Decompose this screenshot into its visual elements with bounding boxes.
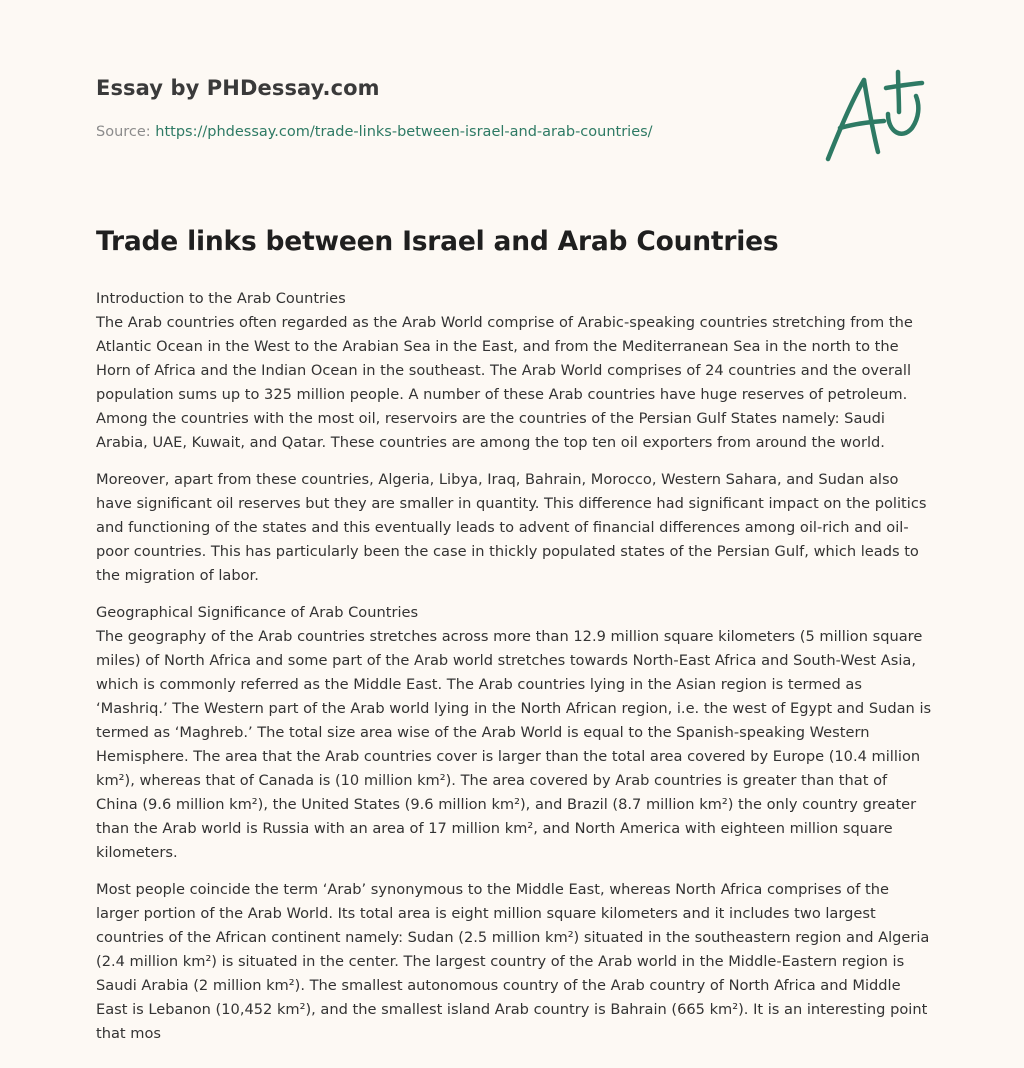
essay-body [96,287,932,1059]
paragraph-text: Most people coincide the term ‘Arab’ synonymous to the Middle East, whereas North Africa comprises of the larger portion of the Arab World. Its total area is eight million square kilometers and it includes two largest countries of the African continent namely: Sudan (2.5 million km²) situated in the southeastern region and Algeria (2.4 million km²) is situated in the center. The largest country of the Arab world in the Middle-Eastern region is Saudi Arabia (2 million km²). The smallest autonomous country of the Arab country of North Africa and Middle East is Lebanon (10,452 km²), and the smallest island Arab country is Bahrain (665 km²). It is an interesting point that mos [96,881,930,1042]
essay-paragraph [96,601,932,865]
section-heading: Introduction to the Arab Countries [96,290,346,307]
source-link[interactable]: https://phdessay.com/trade-links-between-israel-and-arab-countries/ [155,124,653,140]
paragraph-text: Moreover, apart from these countries, Algeria, Libya, Iraq, Bahrain, Morocco, Western Sahara, and Sudan also have significant oil reserves but they are smaller in quantity. This difference had significant impact on the politics and functioning of the states and this eventually leads to advent of financial differences among oil-rich and oil-poor countries. This has particularly been the case in thickly populated states of the Persian Gulf, which leads to the migration of labor. [96,471,927,584]
essay-paragraph [96,878,932,1046]
essay-paragraph [96,468,932,588]
paragraph-text: The Arab countries often regarded as the Arab World comprise of Arabic-speaking countries stretching from the Atlantic Ocean in the West to the Arabian Sea in the East, and from the Mediterranean Sea in the north to the Horn of Africa and the Indian Ocean in the southeast. The Arab World comprises of 24 countries and the overall population sums up to 325 million people. A number of these Arab countries have huge reserves of petroleum. Among the countries with the most oil, reservoirs are the countries of the Persian Gulf States namely: Saudi Arabia, UAE, Kuwait, and Qatar. These countries are among the top ten oil exporters from around the world. [96,314,913,451]
section-heading: Geographical Significance of Arab Countries [96,604,419,621]
essay-paragraph [96,287,932,455]
a-plus-logo-icon [818,66,930,166]
site-brand: Essay by PHDessay.com [96,76,380,100]
source-label: Source: [96,124,151,140]
essay-title: Trade links between Israel and Arab Countries [96,226,779,257]
paragraph-text: The geography of the Arab countries stretches across more than 12.9 million square kilometers (5 million square miles) of North Africa and some part of the Arab world stretches towards North-East Africa and South-West Asia, which is commonly referred as the Middle East. The Arab countries lying in the Asian region is termed as ‘Mashriq.’ The Western part of the Arab world lying in the North African region, i.e. the west of Egypt and Sudan is termed as ‘Maghreb.’ The total size area wise of the Arab World is equal to the Spanish-speaking Western Hemisphere. The area that the Arab countries cover is larger than the total area covered by Europe (10.4 million km²), whereas that of Canada is (10 million km²). The area covered by Arab countries is greater than that of China (9.6 million km²), the United States (9.6 million km²), and Brazil (8.7 million km²) the only country greater than the Arab world is Russia with an area of 17 million km², and North America with eighteen million square kilometers. [96,628,932,861]
source-line [96,124,653,140]
